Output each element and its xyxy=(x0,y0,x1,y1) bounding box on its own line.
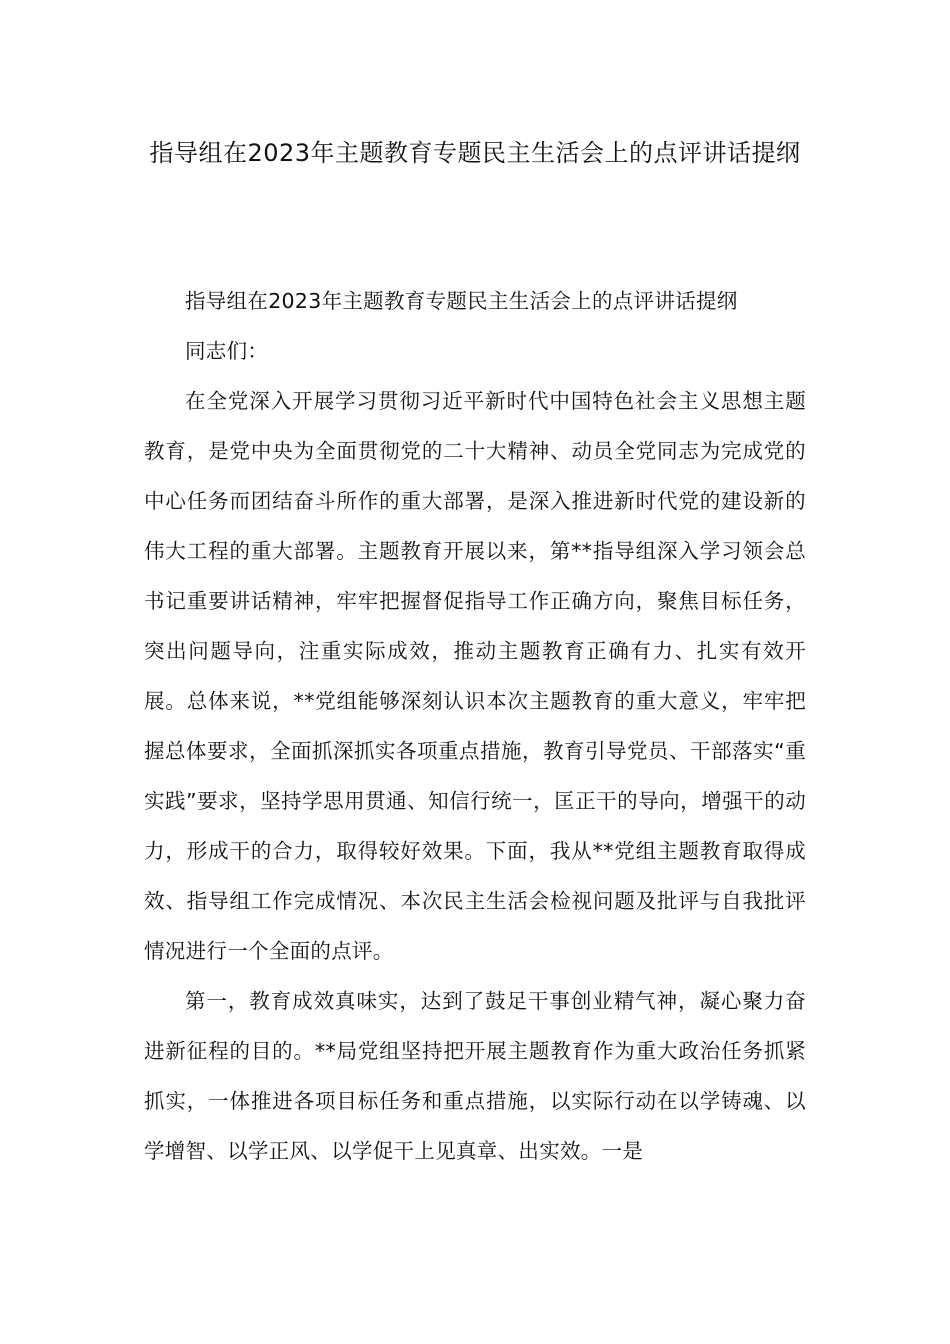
greeting: 同志们： xyxy=(185,339,269,363)
subtitle-line: 指导组在2023年主题教育专题民主生活会上的点评讲话提纲 xyxy=(185,289,738,313)
document-title: 指导组在2023年主题教育专题民主生活会上的点评讲话提纲 xyxy=(149,139,801,167)
paragraph-intro: 在全党深入开展学习贯彻习近平新时代中国特色社会主义思想主题教育，是党中央为全面贯彻党的二十大精神、动员全党同志为完成党的中心任务而团结奋斗所作的重大部署，是深入推进新时代党的建设新的伟大工程的重大部署。主题教育开展以来，第**指导组深入学习领会总书记重要讲话精神，牢牢把握督促指导工作正确方向，聚焦目标任务，突出问题导向，注重实际成效，推动主题教育正确有力、扎实有效开展。总体来说，**党组能够深刻认识本次主题教育的重大意义，牢牢把握总体要求，全面抓深抓实各项重点措施，教育引导党员、干部落实“重实践”要求，坚持学思用贯通、知信行统一，匡正干的导向，增强干的动力，形成干的合力，取得较好效果。下面，我从**党组主题教育取得成效、指导组工作完成情况、本次民主生活会检视问题及批评与自我批评情况进行一个全面的点评。 xyxy=(144,389,806,963)
paragraph-first-point: 第一，教育成效真味实，达到了鼓足干事创业精气神，凝心聚力奋进新征程的目的。**局党组坚持把开展主题教育作为重大政治任务抓紧抓实，一体推进各项目标任务和重点措施，以实际行动在以学铸魂、以学增智、以学正风、以学促干上见真章、出实效。一是 xyxy=(144,989,806,1163)
document-body xyxy=(144,276,806,1176)
